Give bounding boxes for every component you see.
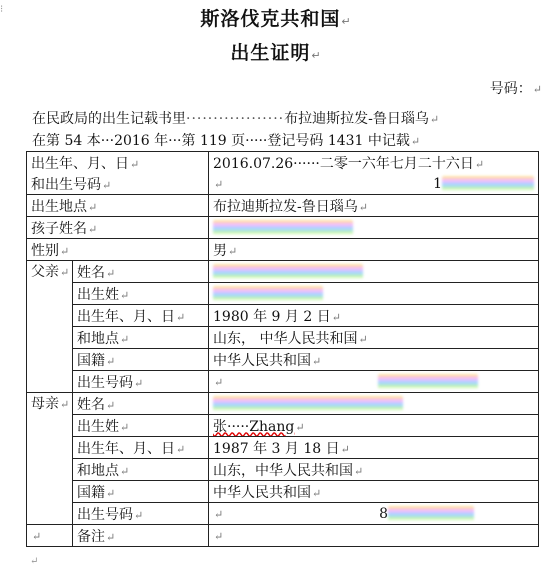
mother-place-value: 山东，中华人民共和国↵: [209, 459, 539, 481]
paragraph-mark: ↵: [30, 556, 39, 567]
remarks-label: 备注↵: [73, 525, 209, 547]
certificate-table: [26, 151, 539, 547]
redaction: [213, 264, 363, 279]
mother-nationality-label: 国籍↵: [73, 481, 209, 503]
father-dob-value: 1980 年 9 月 2 日↵: [209, 305, 539, 327]
table-row: [27, 393, 539, 415]
mother-name-label: 姓名↵: [73, 393, 209, 415]
father-place-value: 山东， 中华人民共和国↵: [209, 327, 539, 349]
table-row: [27, 349, 539, 371]
remarks-blank-cell: ↵: [27, 525, 73, 547]
redaction: [213, 286, 323, 301]
registry-line-2: 在第 54 本···2016 年···第 119 页·····登记号码 1431 中记载↵: [32, 133, 421, 149]
table-row: [27, 173, 539, 195]
mother-nationality-value: 中华人民共和国↵: [209, 481, 539, 503]
margin-mark: ⁝: [0, 4, 4, 15]
father-section-label: 父亲↵: [27, 261, 73, 393]
table-row: [27, 371, 539, 393]
table-row: [27, 459, 539, 481]
table-row: [27, 481, 539, 503]
redaction: [378, 374, 478, 389]
mother-dob-value: 1987 年 3 月 18 日↵: [209, 437, 539, 459]
mother-dob-label: 出生年、月、日↵: [73, 437, 209, 459]
father-nationality-value: 中华人民共和国↵: [209, 349, 539, 371]
table-row: [27, 437, 539, 459]
number-line: 号码：↵: [489, 81, 542, 97]
father-name-value: [209, 261, 539, 283]
document-subtitle: 出生证明↵: [230, 42, 322, 64]
redaction: [388, 506, 474, 521]
child-name-value: [209, 217, 539, 239]
remarks-value: ↵: [209, 525, 539, 547]
mother-maiden-label: 出生姓↵: [73, 415, 209, 437]
birth-date-label: 出生年、月、日↵: [27, 152, 209, 174]
registry-line-1: 在民政局的出生记载书里··················布拉迪斯拉发-鲁日瑙乌↵: [32, 111, 440, 127]
table-row: [27, 503, 539, 525]
table-row: [27, 195, 539, 217]
birth-date-value: 2016.07.26······二零一六年七月二十六日↵: [209, 152, 539, 174]
father-maiden-value: [209, 283, 539, 305]
mother-number-label: 出生号码↵: [73, 503, 209, 525]
mother-name-value: [209, 393, 539, 415]
mother-section-label: 母亲↵: [27, 393, 73, 525]
father-dob-label: 出生年、月、日↵: [73, 305, 209, 327]
sex-value: 男↵: [209, 239, 539, 261]
father-name-label: 姓名↵: [73, 261, 209, 283]
sex-label: 性别↵: [27, 239, 209, 261]
father-number-value: ↵: [209, 371, 539, 393]
redaction: [213, 396, 403, 411]
mother-number-value: ↵ 8: [209, 503, 539, 525]
mother-maiden-value: 张·····Zhang↵: [209, 415, 539, 437]
table-row: [27, 239, 539, 261]
table-row: [27, 217, 539, 239]
redaction: [213, 220, 353, 235]
father-place-label: 和地点↵: [73, 327, 209, 349]
table-row: [27, 415, 539, 437]
father-nationality-label: 国籍↵: [73, 349, 209, 371]
father-maiden-label: 出生姓↵: [73, 283, 209, 305]
mother-place-label: 和地点↵: [73, 459, 209, 481]
table-row: [27, 283, 539, 305]
birth-number-label: 和出生号码↵: [27, 173, 209, 195]
table-row: [27, 327, 539, 349]
table-row: [27, 525, 539, 547]
birth-number-value: ↵ 1: [209, 173, 539, 195]
table-row: [27, 152, 539, 174]
table-row: [27, 261, 539, 283]
child-name-label: 孩子姓名↵: [27, 217, 209, 239]
father-number-label: 出生号码↵: [73, 371, 209, 393]
birthplace-value: 布拉迪斯拉发-鲁日瑙乌↵: [209, 195, 539, 217]
redaction: [442, 176, 534, 191]
birthplace-label: 出生地点↵: [27, 195, 209, 217]
document-title: 斯洛伐克共和国↵: [200, 8, 352, 30]
table-row: [27, 305, 539, 327]
